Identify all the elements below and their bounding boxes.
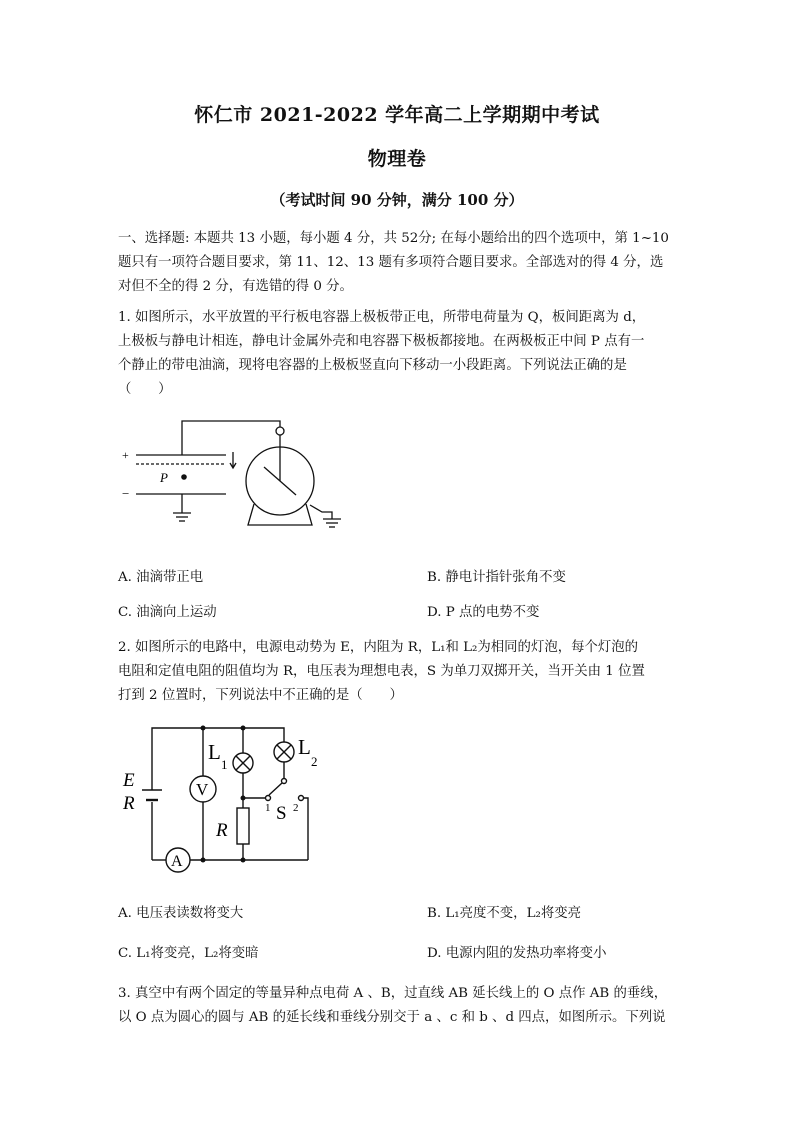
label-e: E	[123, 770, 135, 791]
lamp-l2-label: L	[298, 735, 311, 759]
question-1-stem	[118, 306, 678, 402]
q2-option-b[interactable]: B. L₁亮度不变，L₂将变亮	[427, 906, 581, 921]
switch-pos-1-label: 1	[265, 802, 271, 814]
plus-sign: +	[122, 448, 129, 462]
question-3-stem	[118, 982, 678, 1030]
capacitor-electrometer-figure	[118, 415, 358, 550]
label-r-source: R	[123, 793, 135, 814]
exam-subtitle: 物理卷	[367, 148, 427, 170]
p-label: P	[160, 470, 168, 485]
exam-info: （考试时间 90 分钟，满分 100 分）	[270, 191, 524, 209]
question-line: 2. 如图所示的电路中，电源电动势为 E，内阻为 R，L₁和 L₂为相同的灯泡，每个灯泡的	[118, 640, 639, 655]
question-line: 上极板与静电计相连，静电计金属外壳和电容器下极板都接地。在两极板正中间 P 点有一	[118, 334, 645, 349]
q1-option-b[interactable]: B. 静电计指针张角不变	[427, 570, 566, 585]
minus-sign: −	[122, 486, 130, 501]
switch-label: S	[276, 803, 287, 824]
switch-pivot	[282, 779, 287, 784]
question-line: 以 O 点为圆心的圆与 AB 的延长线和垂线分别交于 a 、c 和 b 、d 四点，如图所示。下列说	[118, 1010, 666, 1025]
instruction-line: 题只有一项符合题目要求，第 11、12、13 题有多项符合题目要求。全部选对的得 4 分，选	[118, 255, 664, 270]
q2-option-a[interactable]: A. 电压表读数将变大	[118, 906, 244, 921]
exam-title: 怀仁市 2021-2022 学年高二上学期期中考试	[194, 104, 600, 126]
q1-option-c[interactable]: C. 油滴向上运动	[118, 605, 217, 620]
electrometer-knob	[276, 427, 284, 435]
resistor-label: R	[216, 820, 228, 841]
q1-option-d[interactable]: D. P 点的电势不变	[427, 605, 540, 620]
question-2-stem	[118, 636, 678, 708]
circuit-figure	[118, 718, 328, 883]
resistor	[237, 808, 249, 844]
lamp-l1-label: L	[208, 740, 221, 764]
switch-contact-2	[299, 796, 304, 801]
question-line: 个静止的带电油滴，现将电容器的上极板竖直向下移动一小段距离。下列说法正确的是	[118, 358, 627, 373]
q1-option-a[interactable]: A. 油滴带正电	[118, 570, 204, 585]
voltmeter-label: V	[196, 780, 209, 799]
question-line: 打到 2 位置时，下列说法中不正确的是（ ）	[118, 688, 403, 703]
instruction-line: 一、选择题: 本题共 13 小题，每小题 4 分，共 52分; 在每小题给出的四个选项中，第 1~10	[118, 231, 669, 246]
q2-option-c[interactable]: C. L₁将变亮，L₂将变暗	[118, 946, 259, 961]
section-instructions	[118, 227, 678, 299]
switch-blade	[269, 783, 282, 795]
switch-pos-2-label: 2	[293, 802, 299, 814]
lamp-l2-subscript: 2	[311, 754, 318, 769]
question-line: 3. 真空中有两个固定的等量异种点电荷 A 、B，过直线 AB 延长线上的 O 点作 AB 的垂线，	[118, 986, 668, 1001]
lamp-l1-subscript: 1	[221, 757, 228, 772]
q2-option-d[interactable]: D. 电源内阻的发热功率将变小	[427, 946, 607, 961]
switch-contact-1	[266, 796, 271, 801]
question-line: 电阻和定值电阻的阻值均为 R，电压表为理想电表，S 为单刀双掷开关，当开关由 1 位置	[118, 664, 645, 679]
oil-drop-dot	[181, 474, 187, 480]
question-line: 1. 如图所示，水平放置的平行板电容器上极板带正电，所带电荷量为 Q，板间距离为 d，	[118, 310, 646, 325]
instruction-line: 对但不全的得 2 分，有选错的得 0 分。	[118, 279, 353, 294]
ammeter-label: A	[171, 853, 183, 870]
question-line: （ ）	[118, 382, 172, 397]
